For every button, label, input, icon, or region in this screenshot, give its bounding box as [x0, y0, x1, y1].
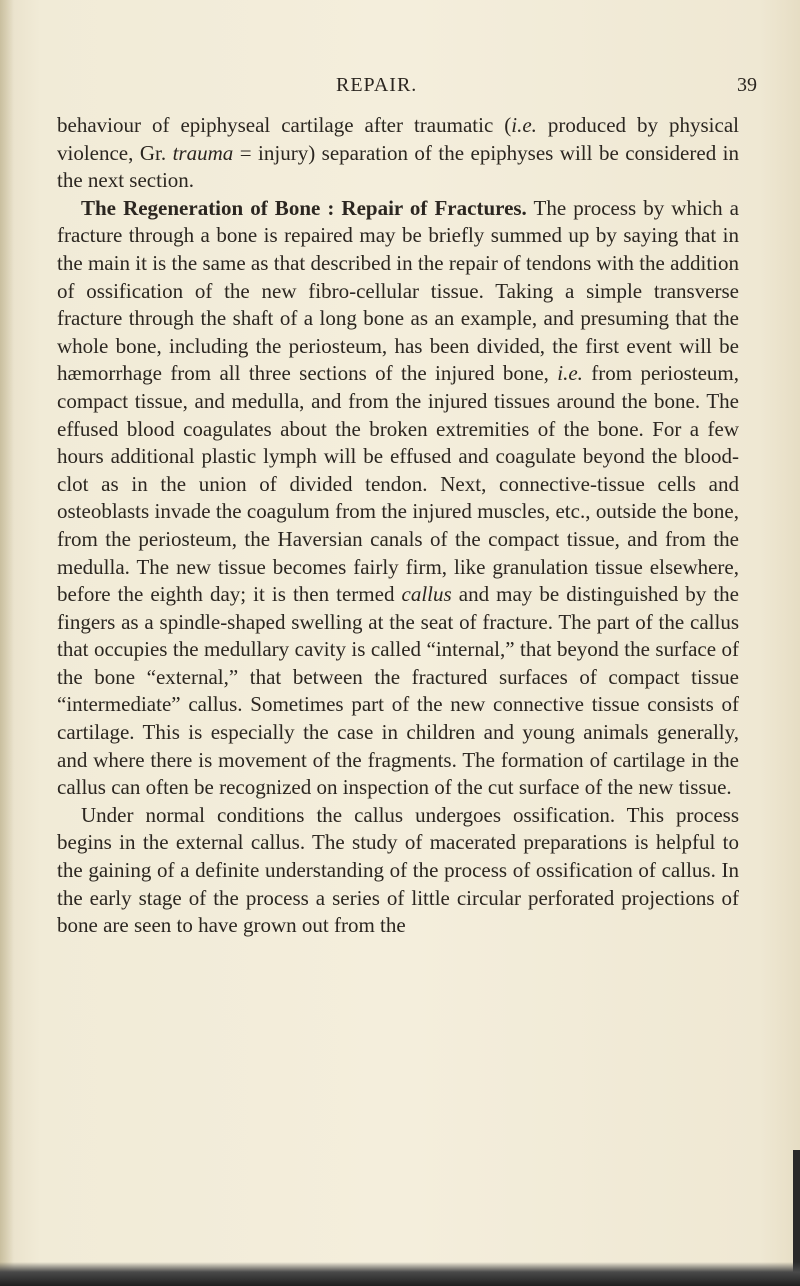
text-run: from periosteum, compact tissue, and medulla, and from the injured tissues around the bone. The effused blood coagulates about the broken extremities of the bone. For a few hours additional plastic lymph will be effused and coagulate beyond the blood-clot as in the union of divided tendon. Next, connective-tissue cells and osteoblasts invade the coagulum from the injured muscles, etc., outside the bone, from the periosteum, the Haversian canals of the compact tissue, and from the medulla. The new tissue becomes fairly firm, like granulation tissue elsewhere, before the eighth day; it is then termed	[57, 361, 740, 607]
text-run: Under normal conditions the callus undergoes ossification. This process begins in the external callus. The study of macerated preparations is helpful to the gaining of a definite understanding of the process of ossification of callus. In the early stage of the process a series of little circular perforated projections of bone are seen to have grown out from the	[57, 802, 739, 938]
italic-run: i.e.	[511, 113, 537, 137]
text-run: behaviour of epiphyseal cartilage after traumatic (	[57, 113, 512, 137]
section-heading: The Regeneration of Bone : Repair of Fractures.	[81, 195, 527, 220]
paragraph-ossification	[57, 802, 739, 940]
scan-bottom-edge	[0, 1262, 800, 1286]
text-run: and may be distinguished by the fingers as a spindle-shaped swelling at the seat of fracture. The part of the callus that occupies the medullary cavity is called “internal,” that beyond the surface of the bone “external,” that between the fractured surfaces of compact tissue “intermediate” callus. Sometimes part of the new connective tissue consists of cartilage. This is especially the case in children and young animals generally, and where there is movement of the fragments. The formation of cartilage in the callus can often be recognized on inspection of the cut surface of the new tissue.	[57, 582, 739, 800]
body-text	[57, 112, 739, 940]
text-run: = injury) separation of the epiphyses will be considered in the next section.	[57, 140, 739, 193]
binding-shadow	[0, 0, 14, 1286]
paragraph-continued	[57, 112, 739, 195]
page-header	[0, 74, 800, 100]
page-number: 39	[737, 74, 757, 96]
italic-term: trauma	[172, 140, 234, 165]
paragraph-regeneration	[57, 195, 739, 802]
italic-term: callus	[401, 582, 452, 607]
text-run: The process by which a fracture through a bone is repaired may be briefly summed up by saying that in the main it is the same as that described in the repair of tendons with the addition of ossification of the new fibro-cellular tissue. Taking a simple transverse fracture through the shaft of a long bone as an example, and presuming that the whole bone, including the periosteum, has been divided, the first event will be hæmorrhage from all three sections of the injured bone,	[57, 195, 739, 386]
text-run: produced by physical violence, Gr.	[57, 113, 739, 165]
running-head: REPAIR.	[336, 74, 418, 96]
italic-run: i.e.	[557, 361, 583, 386]
